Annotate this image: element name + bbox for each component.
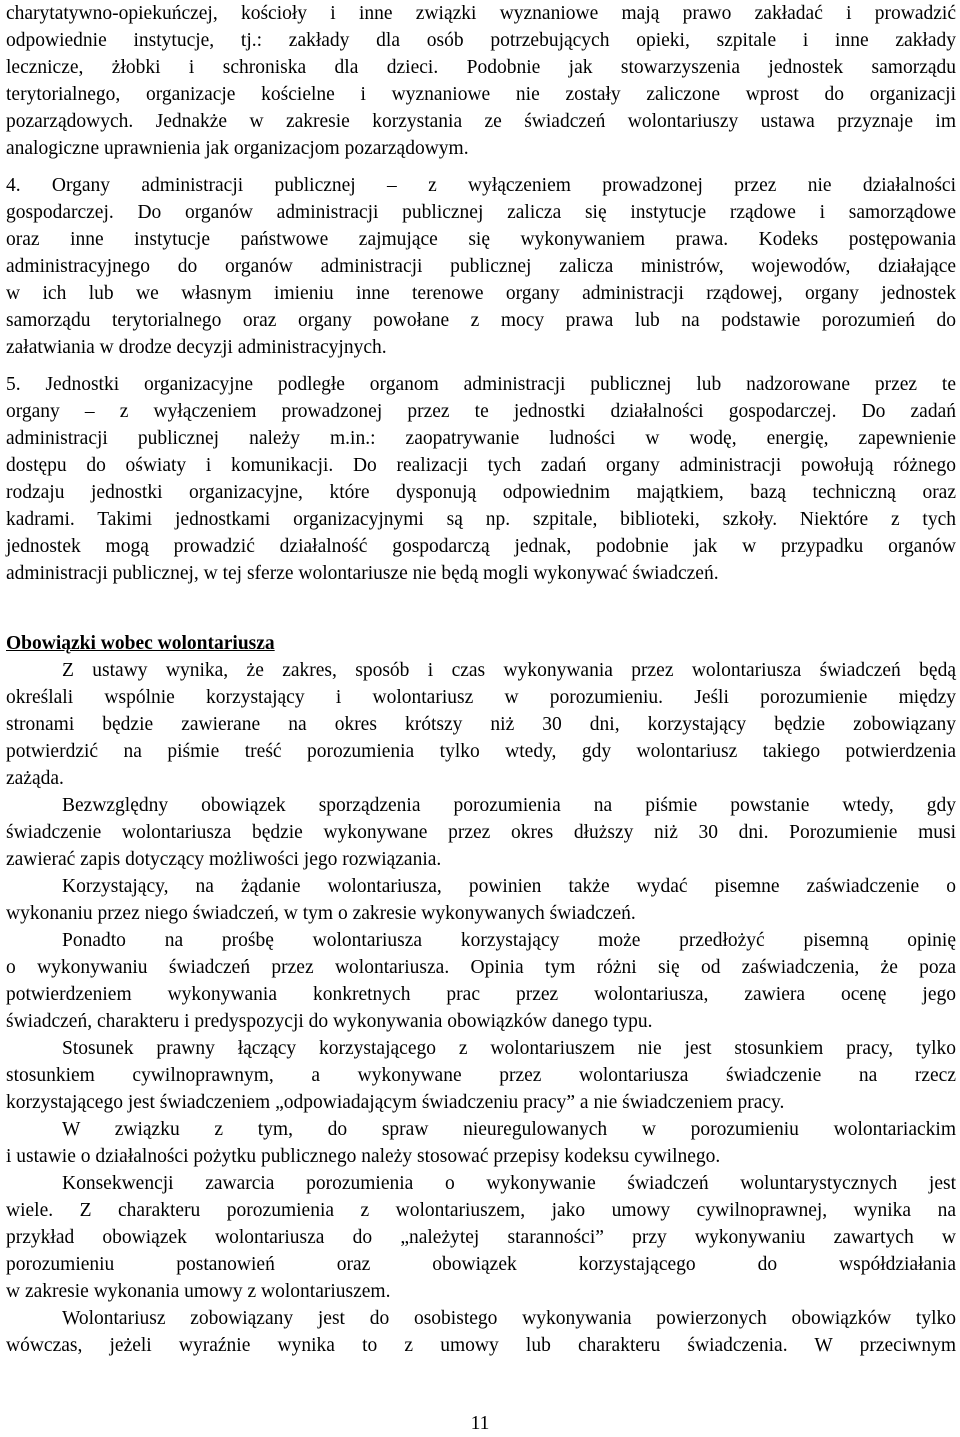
text-line: Ponadto na prośbę wolontariusza korzystający może przedłożyć pisemną opinię xyxy=(62,930,956,951)
text-line: wiele. Z charakteru porozumienia z wolontariuszem, jako umowy cywilnoprawnej, wynika na xyxy=(6,1200,956,1221)
text-line: kadrami. Takimi jednostkami organizacyjnymi są np. szpitale, biblioteki, szkoły. Niektóre z tych xyxy=(6,509,956,530)
section-heading-text: Obowiązki wobec wolontariusza xyxy=(6,633,275,654)
text-line: oraz inne instytucje państwowe zajmujące się wykonywaniem prawa. Kodeks postępowania xyxy=(6,229,956,250)
text-line: świadczenie wolontariusza będzie wykonywane przez okres dłuższy niż 30 dni. Porozumienie musi xyxy=(6,822,956,843)
text-line: wykonaniu przez niego świadczeń, w tym o zakresie wykonywanych świadczeń. xyxy=(6,903,636,924)
text-line: wówczas, jeżeli wyraźnie wynika to z umowy lub charakteru świadczenia. W przeciwnym xyxy=(6,1335,956,1356)
text-line: zażąda. xyxy=(6,768,64,789)
text-line: analogiczne uprawnienia jak organizacjom pozarządowym. xyxy=(6,138,469,159)
paragraph xyxy=(6,1305,956,1359)
text-line: Korzystający, na żądanie wolontariusza, powinien także wydać pisemne zaświadczenie o xyxy=(62,876,956,897)
text-line: w zakresie wykonania umowy z wolontariuszem. xyxy=(6,1281,391,1302)
text-line: stosunkiem cywilnoprawnym, a wykonywane przez wolontariusza świadczenie na rzecz xyxy=(6,1065,956,1086)
list-item-5 xyxy=(6,371,956,587)
paragraph xyxy=(6,1116,956,1170)
text-line: Konsekwencji zawarcia porozumienia o wykonywanie świadczeń woluntarystycznych jest xyxy=(62,1173,956,1194)
paragraph xyxy=(6,927,956,1035)
text-line: korzystającego jest świadczeniem „odpowiadającym świadczeniu pracy” a nie świadczeniem pracy. xyxy=(6,1092,785,1113)
text-line: dostępu do oświaty i komunikacji. Do realizacji tych zadań organy administracji powołują różnego xyxy=(6,455,956,476)
text-line: zawierać zapis dotyczący możliwości jego rozwiązania. xyxy=(6,849,442,870)
paragraph xyxy=(6,657,956,792)
paragraph xyxy=(6,792,956,873)
text-line: i ustawie o działalności pożytku publicznego należy stosować przepisy kodeksu cywilnego. xyxy=(6,1146,721,1167)
text-line: Z ustawy wynika, że zakres, sposób i czas wykonywania przez wolontariusza świadczeń będą xyxy=(62,660,956,681)
text-line: lecznicze, żłobki i schroniska dla dzieci. Podobnie jak stowarzyszenia jednostek samorządu xyxy=(6,57,956,78)
section-obligations xyxy=(6,630,956,1359)
text-line: 5. Jednostki organizacyjne podległe organom administracji publicznej lub nadzorowane przez te xyxy=(6,374,956,395)
text-line: Stosunek prawny łączący korzystającego z wolontariuszem nie jest stosunkiem pracy, tylko xyxy=(62,1038,956,1059)
list-item-4 xyxy=(6,172,956,361)
paragraph xyxy=(6,1035,956,1116)
section-heading xyxy=(6,630,956,657)
text-line: załatwiania w drodze decyzji administracyjnych. xyxy=(6,337,387,358)
text-line: Wolontariusz zobowiązany jest do osobistego wykonywania powierzonych obowiązków tylko xyxy=(62,1308,956,1329)
text-line: o wykonywaniu świadczeń przez wolontariusza. Opinia tym różni się od zaświadczenia, że poza xyxy=(6,957,956,978)
text-line: administracyjnego do organów administracji publicznej zalicza ministrów, wojewodów, działające xyxy=(6,256,956,277)
text-line: stronami będzie zawierane na okres krótszy niż 30 dni, korzystający będzie zobowiązany xyxy=(6,714,956,735)
text-line: pozarządowych. Jednakże w zakresie korzystania ze świadczeń wolontariuszy ustawa przyznaje im xyxy=(6,111,956,132)
text-line: porozumieniu postanowień oraz obowiązek korzystającego do współdziałania xyxy=(6,1254,956,1275)
text-line: w ich lub we własnym imieniu inne terenowe organy administracji rządowej, organy jednostek xyxy=(6,283,956,304)
text-line: terytorialnego, organizacje kościelne i wyznaniowe nie zostały zaliczone wprost do organizacji xyxy=(6,84,956,105)
text-line: jednostek mogą prowadzić działalność gospodarczą jednak, podobnie jak w przypadku organów xyxy=(6,536,956,557)
text-line: gospodarczej. Do organów administracji publicznej zalicza się instytucje rządowe i samorządowe xyxy=(6,202,956,223)
page-number: 11 xyxy=(470,1413,490,1434)
text-line: organy – z wyłączeniem prowadzonej przez te jednostki działalności gospodarczej. Do zadań xyxy=(6,401,956,422)
text-line: administracji publicznej, w tej sferze wolontariusze nie będą mogli wykonywać świadczeń. xyxy=(6,563,719,584)
document-page xyxy=(6,0,956,1359)
paragraph xyxy=(6,1170,956,1305)
paragraph xyxy=(6,873,956,927)
text-line: samorządu terytorialnego oraz organy powołane z mocy prawa lub na podstawie porozumień do xyxy=(6,310,956,331)
text-line: potwierdzeniem wykonywania konkretnych prac przez wolontariusza, zawiera ocenę jego xyxy=(6,984,956,1005)
text-line: administracji publicznej należy m.in.: zaopatrywanie ludności w wodę, energię, zapewnienie xyxy=(6,428,956,449)
text-line: charytatywno-opiekuńczej, kościoły i inne związki wyznaniowe mają prawo zakładać i prowadzić xyxy=(6,3,956,24)
text-line: odpowiednie instytucje, tj.: zakłady dla osób potrzebujących opieki, szpitale i inne zakłady xyxy=(6,30,956,51)
text-line: 4. Organy administracji publicznej – z wyłączeniem prowadzonej przez nie działalności xyxy=(6,175,956,196)
text-line: W związku z tym, do spraw nieuregulowanych w porozumieniu wolontariackim xyxy=(62,1119,956,1140)
text-line: przykład obowiązek wolontariusza do „należytej staranności” przy wykonywaniu zawartych w xyxy=(6,1227,956,1248)
text-line: określali wspólnie korzystający i wolontariusz w porozumieniu. Jeśli porozumienie między xyxy=(6,687,956,708)
text-line: świadczeń, charakteru i predyspozycji do wykonywania obowiązków danego typu. xyxy=(6,1011,653,1032)
text-line: rodzaju jednostki organizacyjne, które dysponują odpowiednim majątkiem, bazą techniczną oraz xyxy=(6,482,956,503)
intro-paragraph xyxy=(6,0,956,162)
text-line: potwierdzić na piśmie treść porozumienia tylko wtedy, gdy wolontariusz takiego potwierdzenia xyxy=(6,741,956,762)
text-line: Bezwzględny obowiązek sporządzenia porozumienia na piśmie powstanie wtedy, gdy xyxy=(62,795,956,816)
